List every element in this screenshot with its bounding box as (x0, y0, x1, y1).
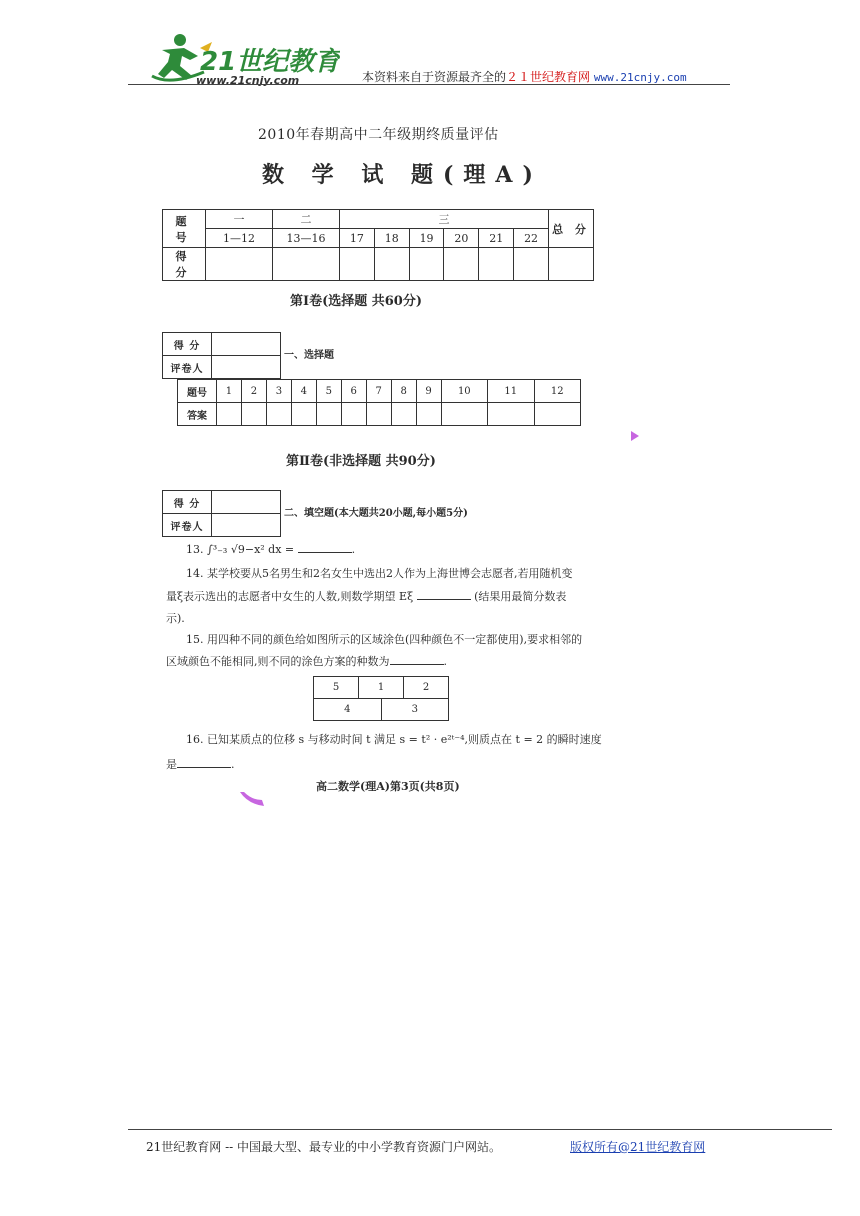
swoosh-icon (238, 790, 268, 810)
grader-box-part1 (162, 332, 281, 379)
score-cell (444, 248, 479, 281)
exam-subtitle: 2010年春期高中二年级期终质量评估 (258, 127, 499, 143)
answer-number: 4 (291, 380, 316, 403)
score-table-number-label: 题 号 (163, 210, 206, 248)
question-14-text-a: 量ξ表示选出的志愿者中女生的人数,则数学期望 Eξ (166, 590, 414, 603)
header-divider (128, 84, 730, 85)
question-16-line-1: 16. 已知某质点的位移 s 与移动时间 t 满足 s = t² · e²ᵗ⁻⁴,则质点在 t = 2 的瞬时速度 (186, 733, 602, 746)
grader-score-label: 得 分 (163, 491, 212, 514)
grader-score-box (212, 333, 281, 356)
question-13 (186, 538, 618, 562)
answer-cell (217, 403, 242, 426)
header-note-prefix: 本资料来自于资源最齐全的 (362, 70, 507, 84)
answer-blank (298, 540, 352, 553)
score-cell (340, 248, 375, 281)
grader-person-label: 评卷人 (163, 514, 212, 537)
answer-blank (390, 652, 444, 665)
answer-number: 2 (241, 380, 266, 403)
score-range-one: 1—12 (206, 229, 273, 248)
question-15-line-1: 15. 用四种不同的颜色给如图所示的区域涂色(四种颜色不一定都使用),要求相邻的 (186, 633, 583, 646)
logo-graphic (140, 28, 340, 86)
score-cell (479, 248, 514, 281)
score-table-score-label: 得 分 (163, 248, 206, 281)
score-cell (273, 248, 340, 281)
score-cell (549, 248, 594, 281)
footer-divider (128, 1129, 832, 1130)
scan-page-footer: 高二数学(理A)第3页(共8页) (316, 780, 460, 793)
answer-cell (241, 403, 266, 426)
answer-cell (366, 403, 391, 426)
section2-heading: 二、填空题(本大题共20小题,每小题5分) (284, 508, 468, 519)
answer-blank (177, 755, 231, 768)
question-15-text: 区域颜色不能相同,则不同的涂色方案的种数为 (166, 655, 390, 668)
footer-copyright-link[interactable]: 版权所有@21世纪教育网 (570, 1140, 706, 1154)
answer-cell (266, 403, 291, 426)
grader-score-box (212, 491, 281, 514)
logo-url-text: www.21cnjy.com (196, 74, 300, 86)
score-table (162, 209, 594, 281)
coloring-region-diagram (313, 676, 449, 721)
score-cell (514, 248, 549, 281)
question-15-line-2 (166, 650, 598, 674)
section1-heading: 一、选择题 (284, 350, 334, 361)
answer-number: 7 (366, 380, 391, 403)
grader-person-box (212, 514, 281, 537)
answer-number: 11 (488, 380, 534, 403)
answer-cell (416, 403, 441, 426)
answer-cell (441, 403, 487, 426)
header-note-brand[interactable]: ２１世纪教育网 (506, 70, 591, 84)
answer-number: 10 (441, 380, 487, 403)
answer-number: 9 (416, 380, 441, 403)
score-group-one: 一 (206, 210, 273, 229)
question-14-line-2 (166, 585, 598, 609)
question-16-line-2 (166, 753, 598, 777)
answer-cell (534, 403, 580, 426)
answer-number: 12 (534, 380, 580, 403)
grader-box-part2 (162, 490, 281, 537)
question-14-text-b: (结果用最简分数表 (474, 590, 567, 603)
region-label: 4 (314, 699, 382, 721)
footer-tagline: 21世纪教育网 -- 中国最大型、最专业的中小学教育资源门户网站。 (146, 1140, 502, 1154)
answer-cell (341, 403, 366, 426)
part2-title: 第Ⅱ卷(非选择题 共90分) (286, 454, 436, 469)
answer-number: 5 (316, 380, 341, 403)
question-end-mark: . (351, 543, 356, 556)
score-question-number: 21 (479, 229, 514, 248)
region-label: 3 (381, 699, 449, 721)
score-total-label: 总 分 (549, 210, 594, 248)
grader-person-label: 评卷人 (163, 356, 212, 379)
question-13-text: 13. ∫³₋₃ √9−x² dx = (186, 543, 295, 556)
question-14-line-3: 示). (166, 612, 185, 625)
part1-title: 第Ⅰ卷(选择题 共60分) (290, 294, 422, 309)
question-14-line-1: 14. 某学校要从5名男生和2名女生中选出2人作为上海世博会志愿者,若用随机变 (186, 567, 573, 580)
question-end-mark: . (231, 758, 235, 771)
question-end-mark: . (443, 655, 447, 668)
question-16-text: 是 (166, 758, 177, 771)
score-question-number: 17 (340, 229, 375, 248)
score-cell (374, 248, 409, 281)
score-range-two: 13—16 (273, 229, 340, 248)
answer-table-number-label: 题号 (178, 380, 217, 403)
answer-table (177, 379, 581, 426)
answer-cell (291, 403, 316, 426)
score-cell (206, 248, 273, 281)
answer-number: 1 (217, 380, 242, 403)
score-question-number: 19 (409, 229, 444, 248)
score-cell (409, 248, 444, 281)
answer-cell (316, 403, 341, 426)
score-group-three: 三 (340, 210, 549, 229)
header-note (362, 68, 687, 85)
exam-title: 数 学 试 题(理A) (262, 162, 543, 188)
answer-number: 8 (391, 380, 416, 403)
site-logo[interactable] (140, 28, 340, 86)
header-note-url[interactable]: www.21cnjy.com (593, 71, 687, 84)
play-arrow-icon (630, 430, 640, 442)
region-label: 5 (314, 677, 359, 699)
answer-number: 3 (266, 380, 291, 403)
score-group-two: 二 (273, 210, 340, 229)
answer-cell (488, 403, 534, 426)
score-question-number: 22 (514, 229, 549, 248)
answer-cell (391, 403, 416, 426)
answer-blank (417, 587, 471, 600)
answer-table-answer-label: 答案 (178, 403, 217, 426)
logo-brand-text: 21世纪教育 (200, 47, 340, 77)
answer-number: 6 (341, 380, 366, 403)
grader-person-box (212, 356, 281, 379)
grader-score-label: 得 分 (163, 333, 212, 356)
region-label: 1 (359, 677, 404, 699)
score-question-number: 20 (444, 229, 479, 248)
region-label: 2 (404, 677, 449, 699)
score-question-number: 18 (374, 229, 409, 248)
